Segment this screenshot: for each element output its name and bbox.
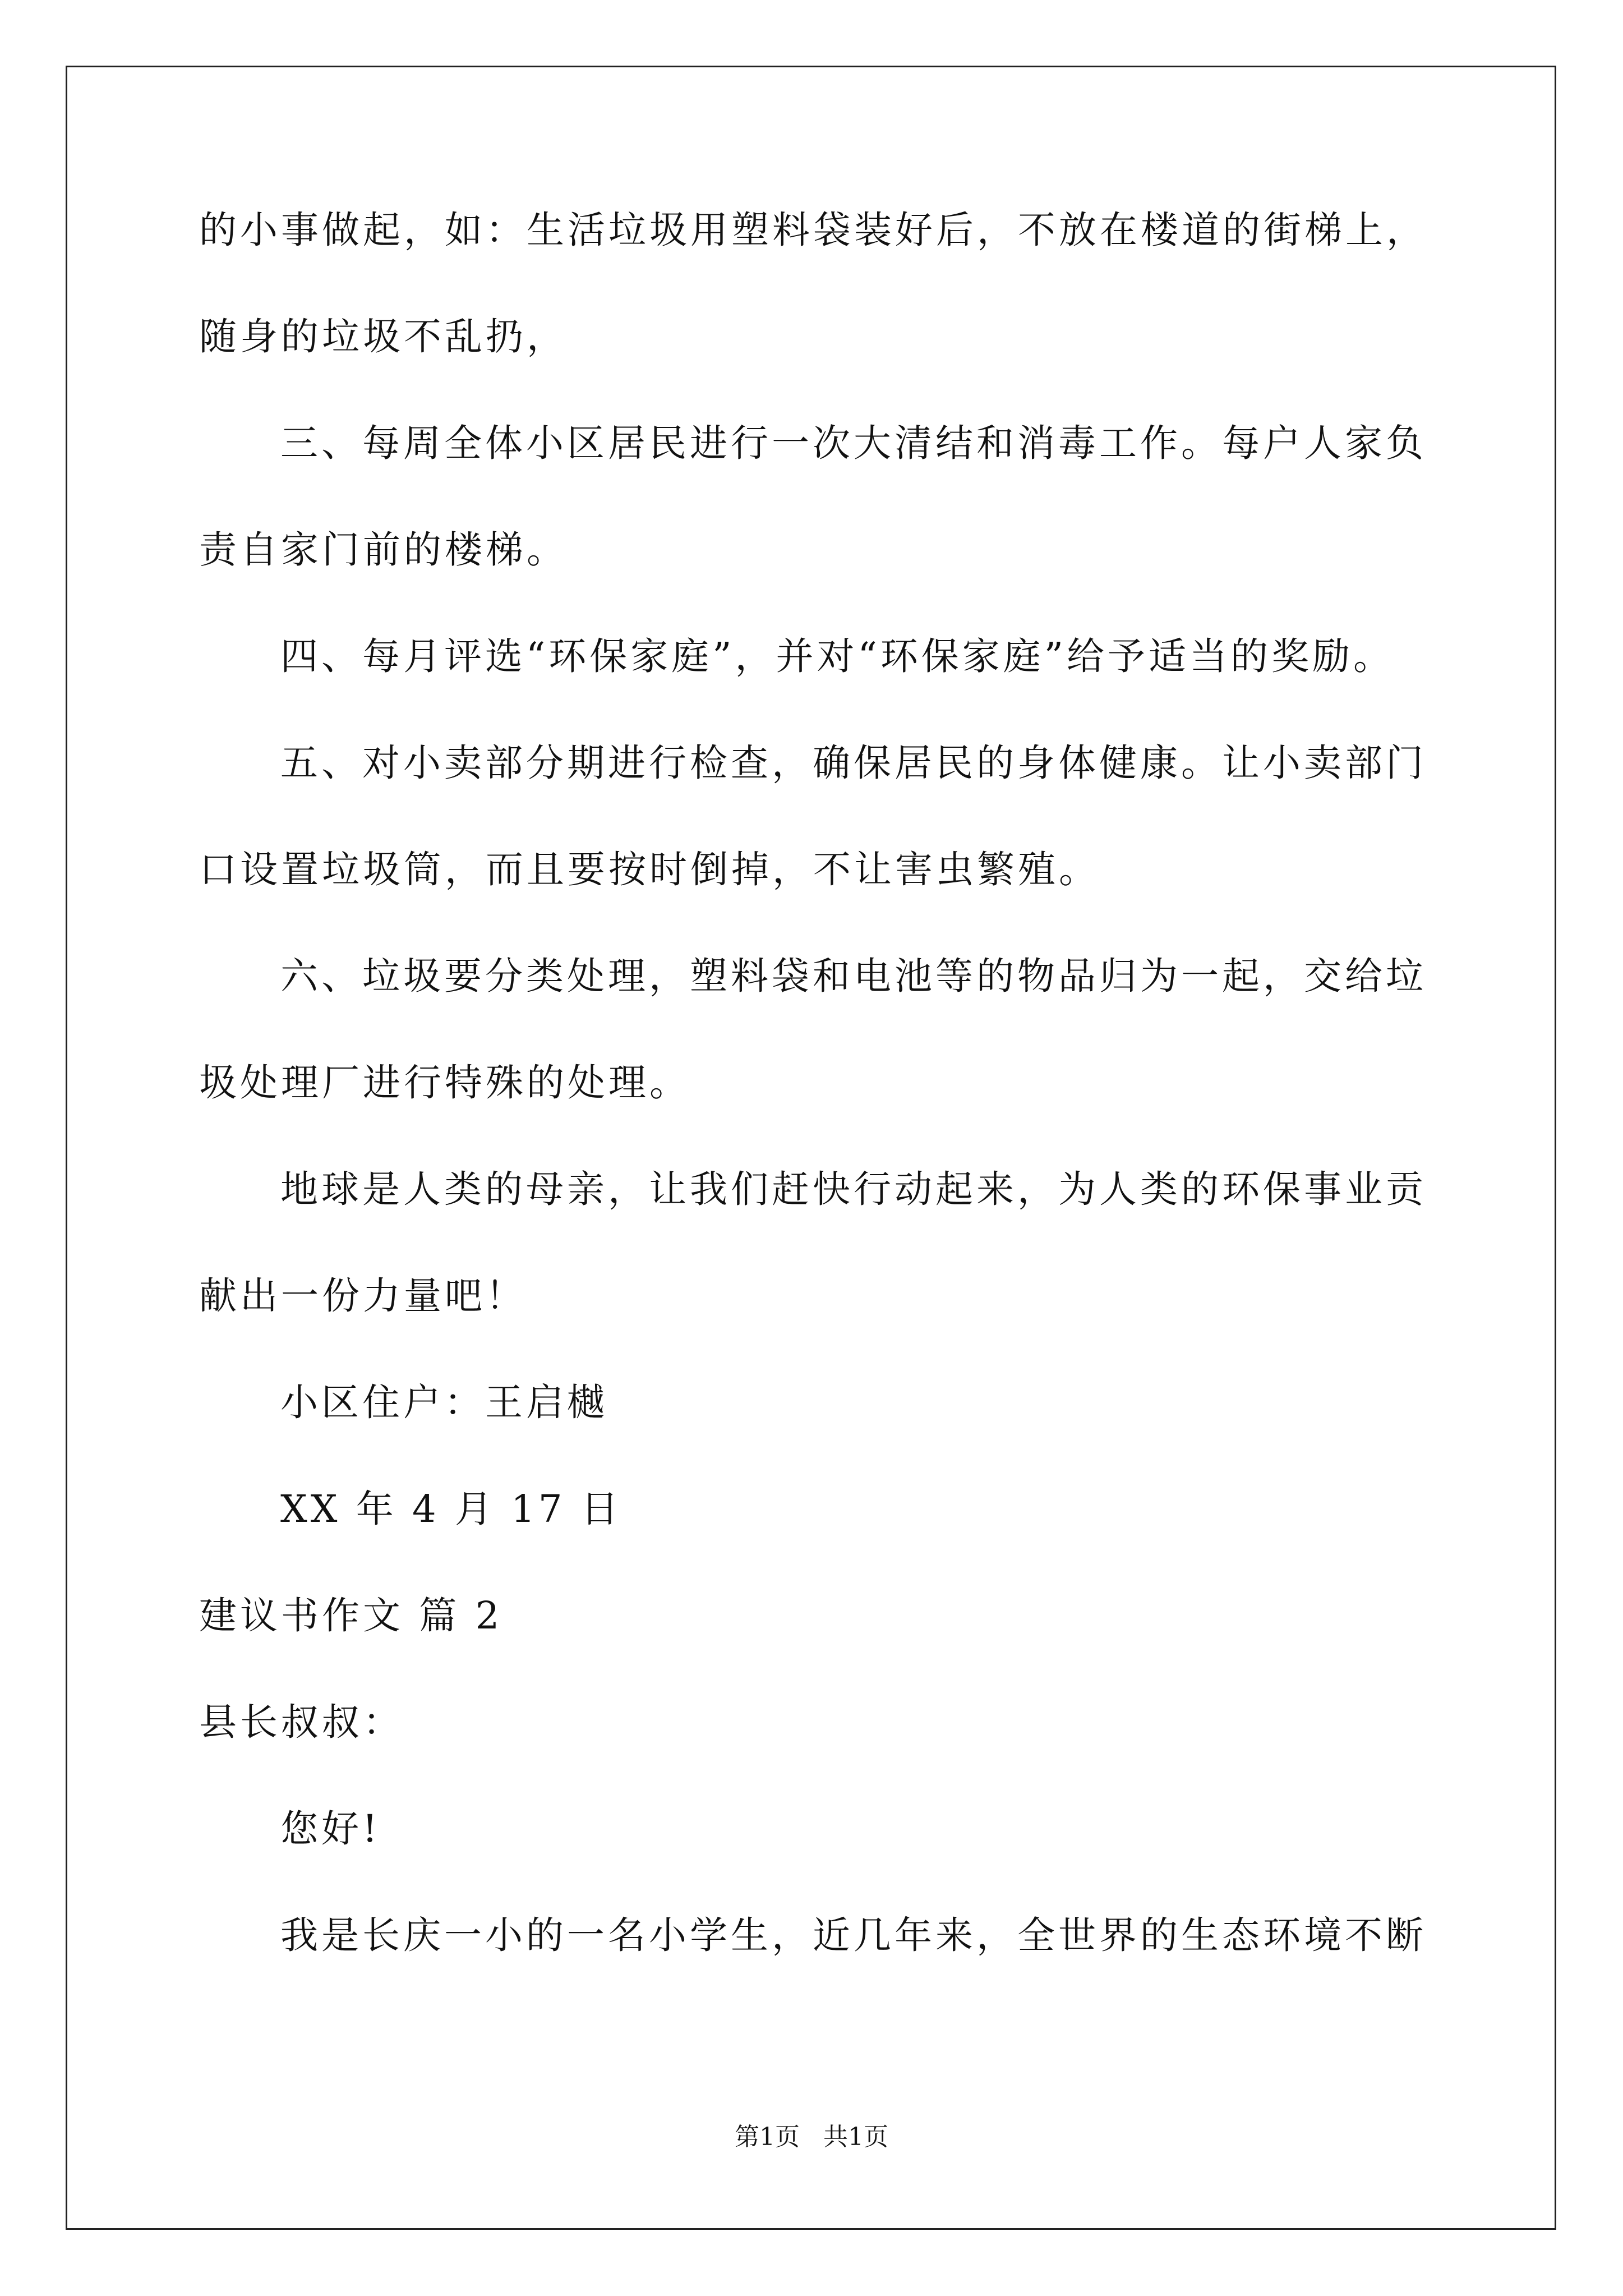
text-line: 责自家门前的楼梯。 [199,528,568,572]
date-line: XX 年 4 月 17 日 [280,1487,622,1531]
salutation: 县长叔叔： [199,1700,404,1744]
text-line: 六、垃圾要分类处理，塑料袋和电池等的物品归为一起，交给垃 [280,954,1427,998]
text-line: 口设置垃圾筒，而且要按时倒掉，不让害虫繁殖。 [199,848,1100,891]
page-number-footer: 第1页 共1页 [735,2123,888,2151]
text-line: 五、对小卖部分期进行检查，确保居民的身体健康。让小卖部门 [280,741,1427,785]
text-line: 四、每月评选“环保家庭”，并对“环保家庭”给予适当的奖励。 [280,634,1395,678]
greeting: 您好! [280,1807,381,1851]
text-line: 献出一份力量吧！ [199,1274,527,1318]
page-border [66,66,1556,2230]
text-line: 三、每周全体小区居民进行一次大清结和消毒工作。每户人家负 [280,421,1427,465]
signature-line: 小区住户：王启樾 [280,1381,608,1424]
text-line: 圾处理厂进行特殊的处理。 [199,1061,690,1105]
text-line: 地球是人类的母亲，让我们赶快行动起来，为人类的环保事业贡 [280,1167,1427,1211]
text-line: 我是长庆一小的一名小学生，近几年来，全世界的生态环境不断 [280,1913,1427,1957]
text-line: 的小事做起，如：生活垃圾用塑料袋装好后，不放在楼道的街梯上， [199,208,1427,252]
text-line: 随身的垃圾不乱扔， [199,315,568,358]
section-heading: 建议书作文 篇 2 [199,1594,503,1637]
